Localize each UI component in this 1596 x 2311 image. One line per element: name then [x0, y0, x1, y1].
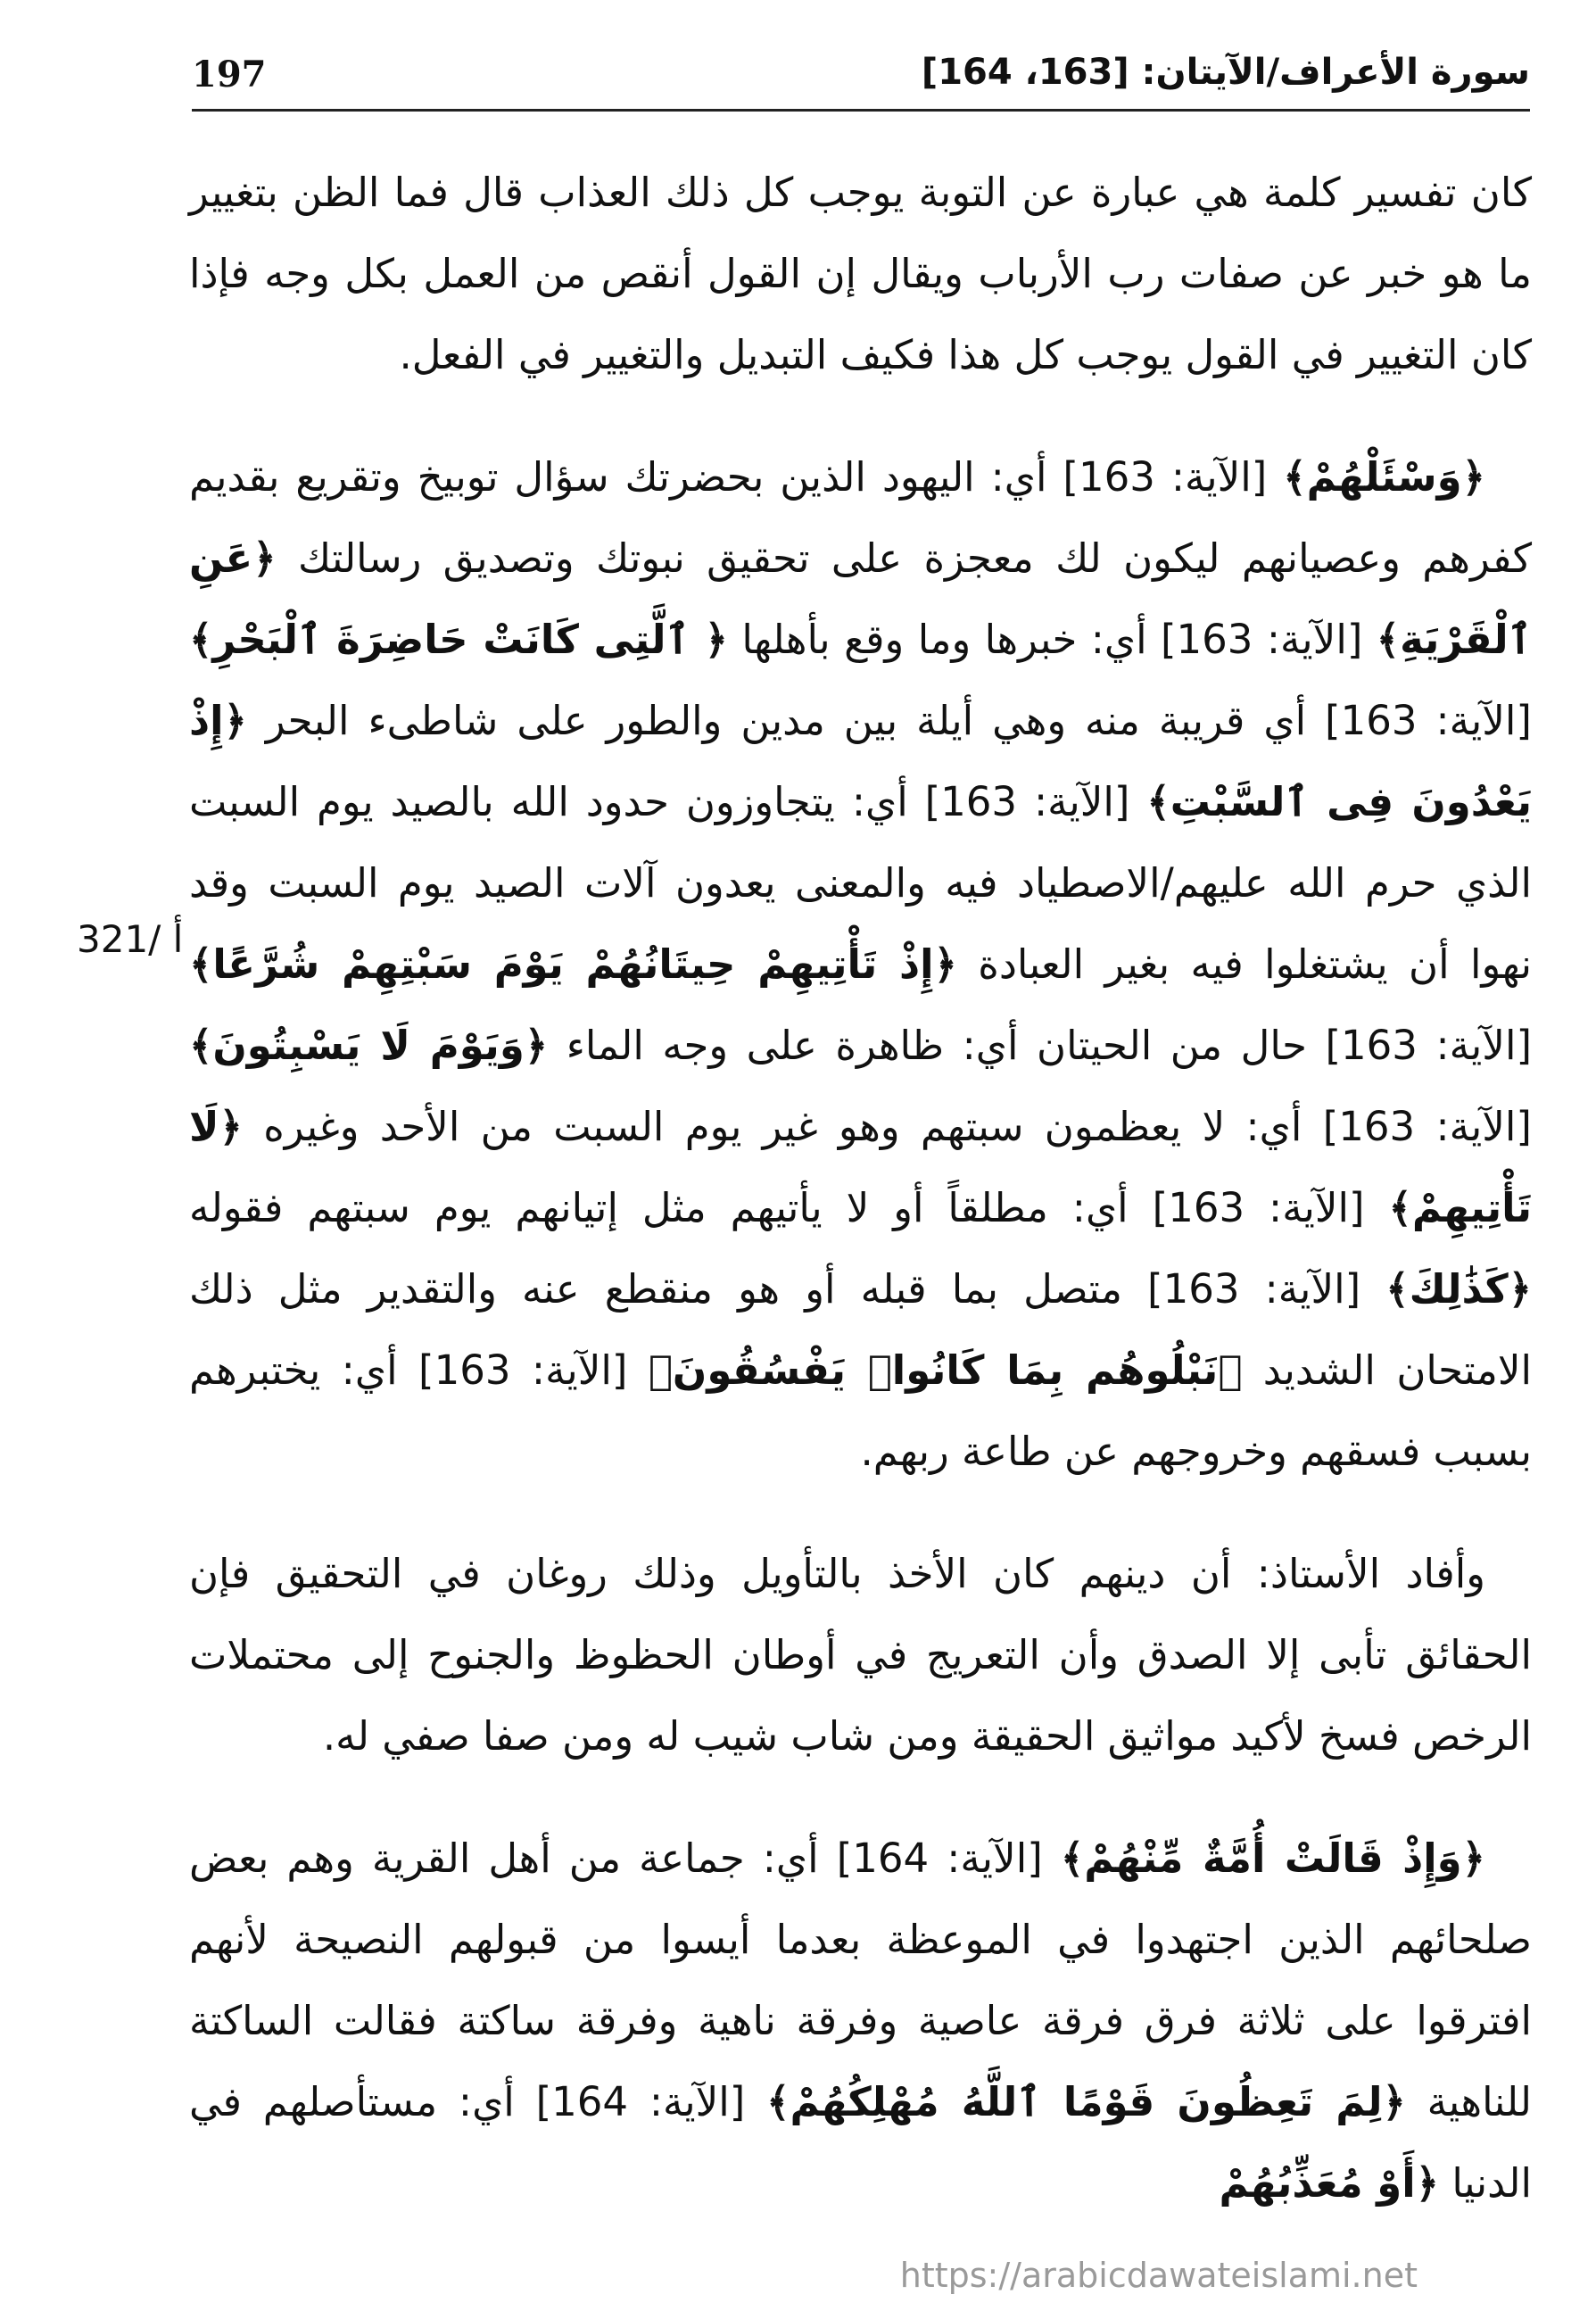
commentary-text: [الآية: 163] متصل بما قبله أو هو منقطع عنه والتقدير مثل ذلك الامتحان الشديد — [189, 1265, 1532, 1394]
paragraph — [189, 1533, 1532, 1777]
quran-verse: ﴿كَذَٰلِكَ﴾ — [1385, 1265, 1532, 1313]
quran-verse: ﴿إِذْ تَأْتِيهِمْ حِيتَانُهُمْ يَوْمَ سَبْتِهِمْ شُرَّعًا﴾ — [189, 940, 957, 988]
watermark-url: https://arabicdawateislami.net — [899, 2256, 1418, 2295]
quran-verse: ﴿لَا تَأْتِيهِمْ﴾ — [189, 1103, 1532, 1231]
quran-verse: ﴿إِذْ يَعْدُونَ فِى ٱلسَّبْتِ﴾ — [189, 697, 1532, 825]
commentary-text: [الآية: 163] أي: اليهود الذين بحضرتك سؤال توبيخ وتقريع بقديم كفرهم وعصيانهم ليكون لك معجزة على تحقيق نبوتك وتصديق رسالتك — [189, 453, 1532, 582]
quran-verse: ﴿لِمَ تَعِظُونَ قَوْمًا ٱللَّهُ مُهْلِكُهُمْ﴾ — [766, 2078, 1406, 2125]
page-number: 197 — [192, 54, 267, 95]
quran-verse: ﴿وَيَوْمَ لَا يَسْبِتُونَ﴾ — [189, 1022, 549, 1069]
commentary-text: [الآية: 163] أي: خبرها وما وقع بأهلها — [727, 616, 1377, 663]
commentary-text: [الآية: 163] أي: يتجاوزون حدود الله بالصيد يوم السبت الذي حرم الله عليهم/الاصطياد فيه والمعنى يعدون آلات الصيد يوم السبت وقد نهوا أن يشتغلوا فيه بغير العبادة — [189, 778, 1532, 988]
quran-verse: ﴿ ٱلَّتِى كَانَتْ حَاضِرَةَ ٱلْبَحْرِ﴾ — [189, 616, 728, 663]
commentary-text: كان تفسير كلمة هي عبارة عن التوبة يوجب كل ذلك العذاب قال فما الظن بتغيير ما هو خبر عن صفات رب الأرباب ويقال إن القول أنقص من العمل بكل وجه فإذا كان التغيير في القول يوجب كل هذا فكيف التبديل والتغيير في الفعل. — [189, 169, 1532, 378]
commentary-text: [الآية: 164] أي: مستأصلهم في الدنيا — [189, 2078, 1532, 2207]
quran-verse: ﴿عَنِ ٱلْقَرْيَةِ﴾ — [189, 534, 1532, 663]
quran-verse: ﴿نَبْلُوهُم بِمَا كَانُوا۟ يَفْسُقُونَ﴾ — [648, 1346, 1243, 1394]
commentary-text: [الآية: 163] حال من الحيتان أي: ظاهرة على وجه الماء — [548, 1022, 1533, 1069]
commentary-text: [الآية: 164] أي: جماعة من أهل القرية وهم بعض صلحائهم الذين اجتهدوا في الموعظة بعدما أيسوا من قبولهم النصيحة لأنهم افترقوا على ثلاثة فرق فرقة عاصية وفرقة ناهية وفرقة ساكتة فقالت الساكتة للناهية — [189, 1835, 1532, 2125]
quran-verse: ﴿وَإِذْ قَالَتْ أُمَّةٌ مِّنْهُمْ﴾ — [1060, 1835, 1486, 1882]
commentary-text: [الآية: 163] أي قريبة منه وهي أيلة بين مدين والطور على شاطىء البحر — [246, 697, 1532, 744]
commentary-text: [الآية: 163] أي: لا يعظمون سبتهم وهو غير يوم السبت من الأحد وغيره — [242, 1103, 1532, 1150]
quran-verse: ﴿أَوْ مُعَذِّبُهُمْ — [1219, 2159, 1440, 2207]
running-title: سورة الأعراف/الآيتان: [163، 164] — [921, 52, 1530, 93]
main-text — [189, 152, 1532, 2265]
commentary-text: وأفاد الأستاذ: أن دينهم كان الأخذ بالتأويل وذلك روغان في التحقيق فإن الحقائق تأبى إلا الصدق وأن التعريج في أوطان الحظوظ والجنوح إلى محتملات الرخص فسخ لأكيد مواثيق الحقيقة ومن شاب شيب له ومن صفا صفي له. — [189, 1550, 1532, 1760]
paragraph — [189, 152, 1532, 395]
paragraph — [189, 436, 1532, 1492]
commentary-text: [الآية: 163] أي: مطلقاً أو لا يأتيهم مثل إتيانهم يوم سبتهم فقوله — [189, 1184, 1389, 1231]
paragraph — [189, 1818, 1532, 2224]
margin-folio-note: 321/ أ — [77, 917, 184, 961]
page-header — [192, 46, 1530, 112]
quran-verse: ﴿وَسْئَلْهُمْ﴾ — [1283, 453, 1485, 501]
commentary-text: [الآية: 163] أي: يختبرهم بسبب فسقهم وخروجهم عن طاعة ربهم. — [189, 1346, 1532, 1475]
